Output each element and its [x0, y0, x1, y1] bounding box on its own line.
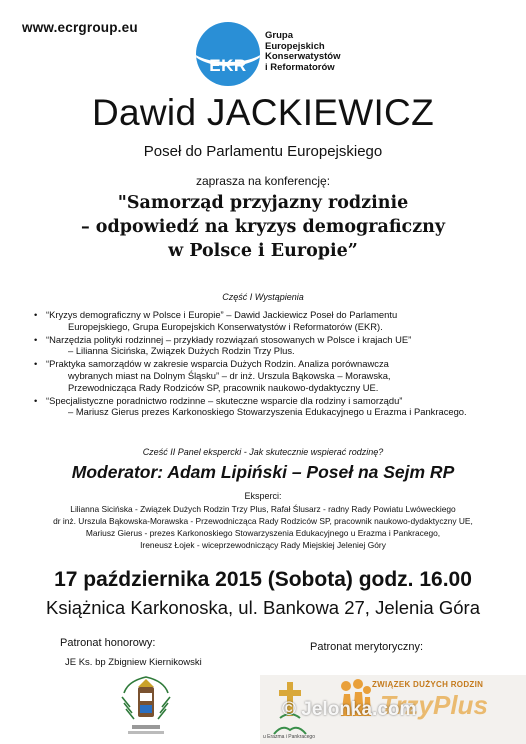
speaker-name: Dawid JACKIEWICZ — [92, 92, 434, 133]
watermark: © Jelonka.com — [282, 699, 417, 720]
part1-heading: Część I Wystąpienia — [222, 292, 304, 302]
talk-line: wybranych miast na Dolnym Śląsku” – dr inż. Urszula Bąkowska – Morawska, — [68, 369, 391, 381]
moderator: Moderator: Adam Lipiński – Poseł na Sejm RP — [71, 462, 455, 482]
list-item — [34, 309, 508, 333]
talk-line: – Lilianna Sicińska, Związek Dużych Rodzin Trzy Plus. — [68, 345, 295, 357]
bishop-crest-icon — [118, 673, 174, 739]
ekr-logo-text — [265, 31, 341, 73]
talks-list — [34, 309, 508, 419]
talk-line: – Mariusz Gierus prezes Karkonoskiego Stowarzyszenia Edukacyjnego u Erazma i Pankracego. — [68, 406, 467, 418]
honorary-patron-label: Patronat honorowy: — [60, 637, 156, 649]
honorary-patron-name: JE Ks. bp Zbigniew Kiernikowski — [65, 657, 202, 668]
list-item — [34, 358, 508, 393]
expert-line: Ireneusz Łojek - wiceprzewodniczący Rady Miejskiej Jeleniej Góry — [140, 540, 386, 550]
trzyplus-header: ZWIĄZEK DUŻYCH RODZIN — [372, 680, 484, 689]
bullet-icon: • — [34, 309, 38, 320]
event-date: 17 października 2015 (Sobota) godz. 16.00 — [54, 568, 472, 591]
ekr-logo — [196, 22, 260, 86]
talk-line: Przewodnicząca Rady Rodziców SP, pracownik naukowo-dydaktyczny UE. — [68, 381, 379, 393]
talk-line: “Narzędzia polityki rodzinnej – przykłady rozwiązań stosowanych w Polsce i krajach UE” — [46, 333, 412, 345]
ekr-logo-line: Grupa — [265, 30, 293, 41]
list-item — [34, 394, 508, 419]
talk-line: Europejskiego, Grupa Europejskich Konserwatystów i Reformatorów (EKR). — [68, 320, 383, 332]
conference-title-line: – odpowiedź na kryzys demograficzny — [80, 217, 446, 237]
ekr-logo-abbr: EKR — [209, 56, 247, 75]
conference-title-line: "Samorząd przyjazny rodzinie — [117, 193, 409, 213]
speaker-title: Poseł do Parlamentu Europejskiego — [143, 143, 383, 160]
bullet-icon: • — [34, 358, 38, 370]
expert-line: Lilianna Sicińska - Związek Dużych Rodzin Trzy Plus, Rafał Ślusarz - radny Rady Powiatu Lwóweckiego — [70, 504, 456, 514]
conference-title-line: w Polsce i Europie” — [168, 241, 358, 261]
event-place: Książnica Karkonoska, ul. Bankowa 27, Jelenia Góra — [46, 597, 480, 618]
talk-line: “Praktyka samorządów w zakresie wsparcia Dużych Rodzin. Analiza porównawcza — [46, 358, 389, 370]
expert-line: Mariusz Gierus - prezes Karkonoskiego Stowarzyszenia Edukacyjnego u Erazma i Pankracego, — [85, 528, 441, 538]
ekr-logo-line: Konserwatystów — [265, 51, 341, 62]
ekr-logo-line: Europejskich — [265, 40, 325, 52]
talk-line: “Specjalistyczne poradnictwo rodzinne – skuteczne wsparcie dla rodziny i samorządu” — [46, 394, 403, 406]
ecr-website-url: www.ecrgroup.eu — [22, 20, 138, 35]
bullet-icon: • — [34, 394, 38, 406]
list-item — [34, 333, 508, 358]
conference-title — [0, 191, 526, 263]
panel-heading: Cześć II Panel ekspercki - Jak skutecznie wspierać rodzinę? — [142, 447, 384, 457]
expert-line: dr inż. Urszula Bąkowska-Morawska - Przewodnicząca Rady Rodziców SP, pracownik naukowo-dydaktyczny UE, — [53, 516, 473, 526]
invitation-text: zaprasza na konferencję: — [195, 174, 331, 188]
ekr-logo-line: i Reformatorów — [265, 61, 335, 73]
talk-line: “Kryzys demograficzny w Polsce i Europie” – Dawid Jackiewicz Poseł do Parlamentu — [46, 309, 398, 320]
content-patron-label: Patronat merytoryczny: — [310, 641, 424, 653]
bullet-icon: • — [34, 333, 38, 345]
trzyplus-logo-text: TrzyPlus — [380, 690, 488, 720]
experts-heading: Eksperci: — [244, 491, 282, 501]
experts-list — [0, 503, 526, 551]
association-subtext: u Erazma i Pankracego — [263, 734, 315, 740]
